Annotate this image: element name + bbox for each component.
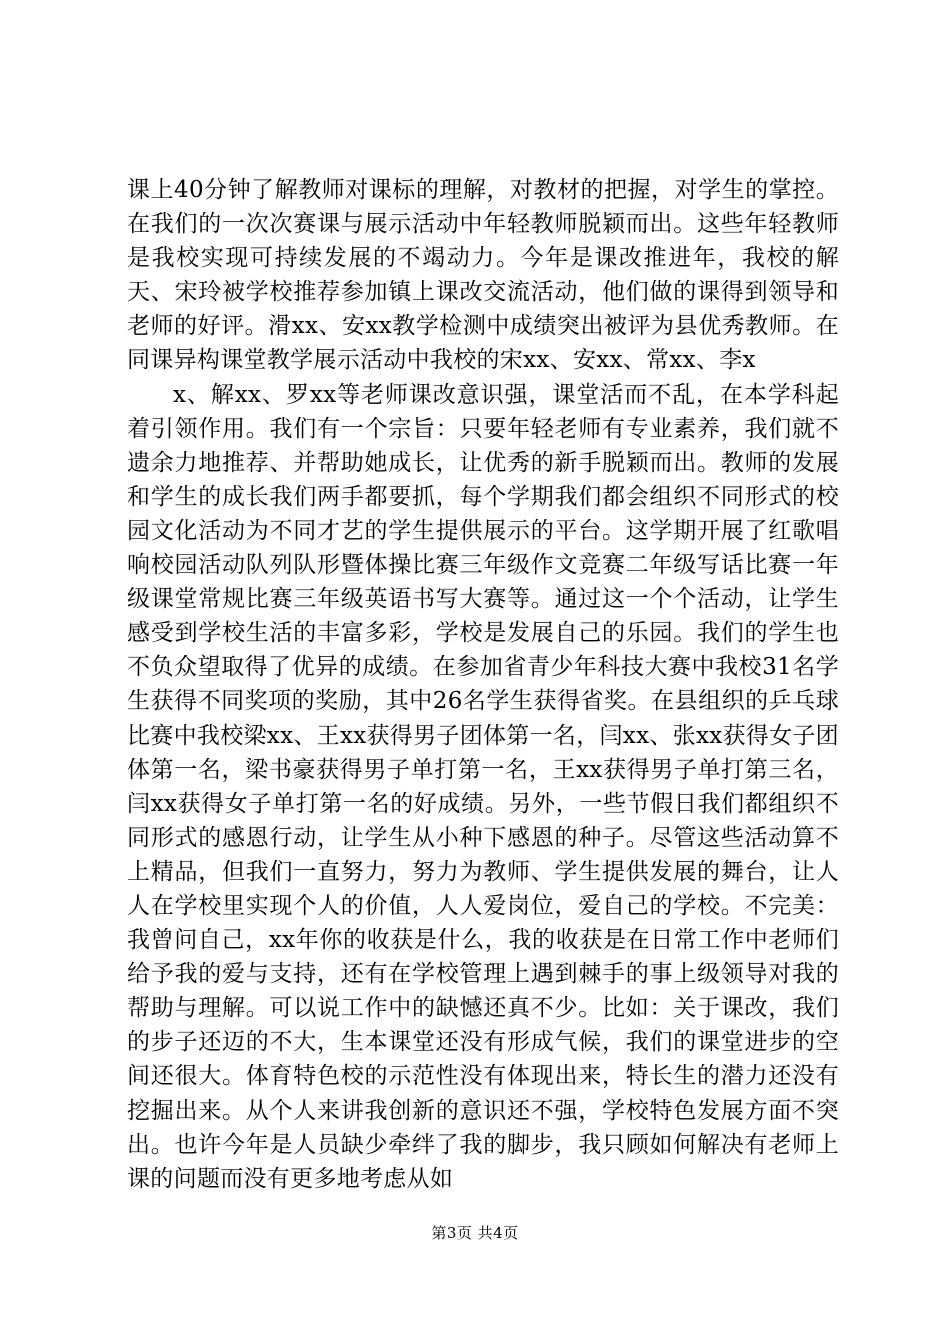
document-body [127,173,839,1196]
paragraph-1: 课上40分钟了解教师对课标的理解，对教材的把握，对学生的掌控。在我们的一次次赛课与展示活动中年轻教师脱颖而出。这些年轻教师是我校实现可持续发展的不竭动力。今年是课改推进年，我校的解天、宋玲被学校推荐参加镇上课改交流活动，他们做的课得到领导和老师的好评。滑xx、安xx教学检测中成绩突出被评为县优秀教师。在同课异构课堂教学展示活动中我校的宋xx、安xx、常xx、李x [127,177,839,374]
page-number-footer: 第3页 共4页 [431,1224,519,1242]
paragraph-2: x、解xx、罗xx等老师课改意识强，课堂活而不乱，在本学科起着引领作用。我们有一个宗旨：只要年轻老师有专业素养，我们就不遗余力地推荐、并帮助她成长，让优秀的新手脱颖而出。教师的发展和学生的成长我们两手都要抓，每个学期我们都会组织不同形式的校园文化活动为不同才艺的学生提供展示的平台。这学期开展了红歌唱响校园活动队列队形暨体操比赛三年级作文竞赛二年级写话比赛一年级课堂常规比赛三年级英语书写大赛等。通过这一个个活动，让学生感受到学校生活的丰富多彩，学校是发展自己的乐园。我们的学生也不负众望取得了优异的成绩。在参加省青少年科技大赛中我校31名学生获得不同奖项的奖励，其中26名学生获得省奖。在县组织的乒乓球比赛中我校梁xx、王xx获得男子团体第一名，闫xx、张xx获得女子团体第一名，梁书豪获得男子单打第一名，王xx获得男子单打第三名，闫xx获得女子单打第一名的好成绩。另外，一些节假日我们都组织不同形式的感恩行动，让学生从小种下感恩的种子。尽管这些活动算不上精品，但我们一直努力，努力为教师、学生提供发展的舞台，让人人在学校里实现个人的价值，人人爱岗位，爱自己的学校。不完美：我曾问自己，xx年你的收获是什么，我的收获是在日常工作中老师们给予我的爱与支持，还有在学校管理上遇到棘手的事上级领导对我的帮助与理解。可以说工作中的缺憾还真不少。比如：关于课改，我们的步子还迈的不大，生本课堂还没有形成气候，我们的课堂进步的空间还很大。体育特色校的示范性没有体现出来，特长生的潜力还没有挖掘出来。从个人来讲我创新的意识还不强，学校特色发展方面不突出。也许今年是人员缺少牵绊了我的脚步，我只顾如何解决有老师上课的问题而没有更多地考虑从如 [127,381,839,1192]
